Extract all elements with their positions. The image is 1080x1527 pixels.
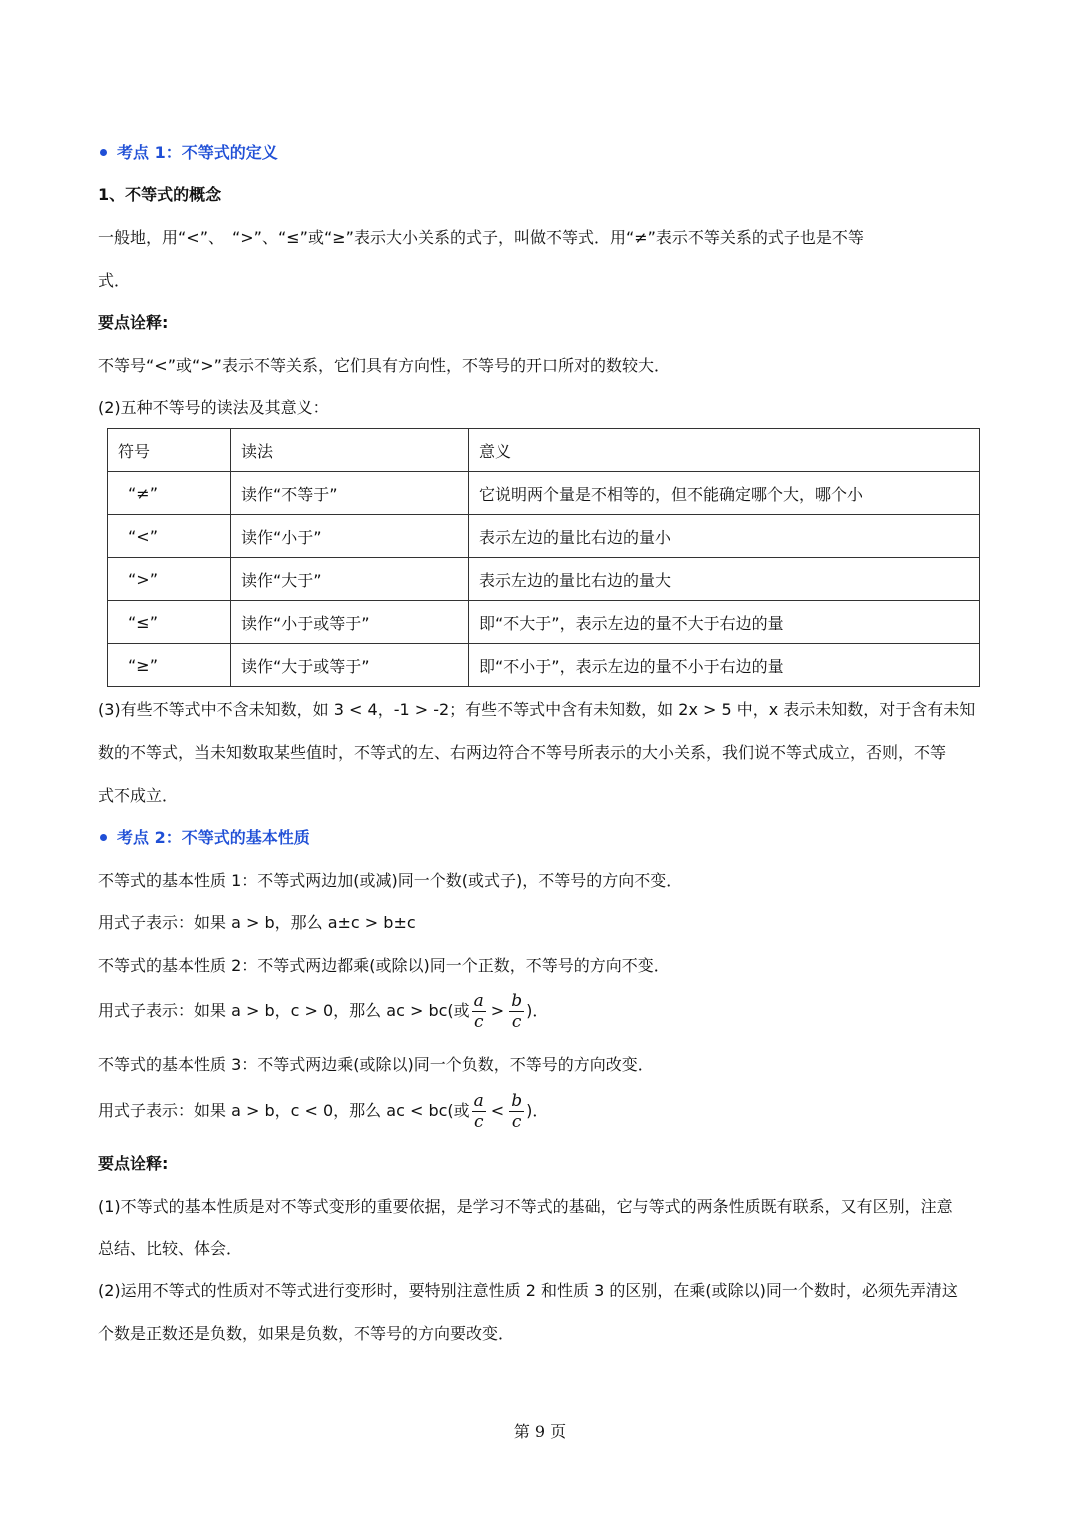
inequality-operator: < (490, 1101, 505, 1120)
property2-expression-text: 用式子表示：如果 a > b，c > 0，那么 ac > bc(或 (98, 1001, 470, 1020)
inequality-operator: > (490, 1001, 505, 1020)
property1-expression: 用式子表示：如果 a > b，那么 a±c > b±c (98, 913, 416, 932)
table-cell: 读作“小于” (231, 515, 469, 558)
section2-heading-text: 考点 2：不等式的基本性质 (117, 828, 310, 847)
table-row (108, 644, 980, 687)
table-row (108, 601, 980, 644)
table-cell: 读作“小于或等于” (231, 601, 469, 644)
para1-line2: 式． (98, 271, 131, 290)
property3: 不等式的基本性质 3：不等式两边乘(或除以)同一个负数，不等号的方向改变． (98, 1055, 654, 1074)
note-n2-line2: 个数是正数还是负数，如果是负数，不等号的方向要改变． (98, 1324, 515, 1343)
table-cell: 即“不小于”，表示左边的量不小于右边的量 (469, 644, 980, 687)
note1: 不等号“<”或“>”表示不等关系，它们具有方向性，不等号的开口所对的数较大． (98, 356, 670, 375)
fraction-a-over-c (472, 1091, 486, 1132)
table-header-cell: 读法 (231, 429, 469, 472)
note2: (2)五种不等号的读法及其意义： (98, 398, 329, 417)
note3-line3: 式不成立． (98, 786, 179, 805)
note3-line2: 数的不等式，当未知数取某些值时，不等式的左、右两边符合不等号所表示的大小关系，我们说不等式成立，否则，不等 (98, 743, 947, 762)
table-row (108, 558, 980, 601)
note3-line1: (3)有些不等式中不含未知数，如 3 < 4，-1 > -2；有些不等式中含有未知数，如 2x > 5 中，x 表示未知数，对于含有未知 (98, 700, 976, 719)
fraction-denominator: c (473, 1112, 484, 1132)
table-row (108, 515, 980, 558)
note-label-1: 要点诠释: (98, 313, 169, 332)
subheading-concept: 1、不等式的概念 (98, 185, 222, 204)
table-cell: 表示左边的量比右边的量小 (469, 515, 980, 558)
bullet-dot-icon (100, 149, 107, 156)
section2-heading (98, 828, 310, 848)
note-label-2: 要点诠释: (98, 1154, 169, 1173)
fraction-numerator: a (473, 1091, 484, 1111)
table-cell: “≠” (108, 472, 231, 515)
note-n1-line2: 总结、比较、体会． (98, 1239, 243, 1258)
fraction-numerator: b (511, 1091, 523, 1111)
bullet-dot-icon (100, 834, 107, 841)
property3-expression-text: 用式子表示：如果 a > b，c < 0，那么 ac < bc(或 (98, 1101, 470, 1120)
property2: 不等式的基本性质 2：不等式两边都乘(或除以)同一个正数，不等号的方向不变． (98, 956, 670, 975)
table-row (108, 472, 980, 515)
fraction-a-over-c (472, 991, 486, 1032)
property2-expression (98, 990, 548, 1032)
inequality-symbols-table (107, 428, 980, 687)
table-cell: 读作“不等于” (231, 472, 469, 515)
fraction-numerator: b (511, 991, 523, 1011)
page-number: 第 9 页 (513, 1422, 567, 1441)
table-cell: “≤” (108, 601, 231, 644)
expression-close: )． (526, 1101, 549, 1120)
fraction-denominator: c (511, 1112, 522, 1132)
table-cell: 它说明两个量是不相等的，但不能确定哪个大，哪个小 (469, 472, 980, 515)
table-cell: 读作“大于或等于” (231, 644, 469, 687)
property3-expression (98, 1090, 548, 1132)
table-header-cell: 意义 (469, 429, 980, 472)
fraction-b-over-c (509, 991, 524, 1032)
fraction-denominator: c (473, 1012, 484, 1032)
section1-heading-text: 考点 1：不等式的定义 (117, 143, 278, 162)
table-cell: 即“不大于”，表示左边的量不大于右边的量 (469, 601, 980, 644)
fraction-denominator: c (511, 1012, 522, 1032)
table-header-cell: 符号 (108, 429, 231, 472)
table-cell: “<” (108, 515, 231, 558)
property1: 不等式的基本性质 1：不等式两边加(或减)同一个数(或式子)，不等号的方向不变． (98, 871, 683, 890)
table-cell: 表示左边的量比右边的量大 (469, 558, 980, 601)
note-n1-line1: (1)不等式的基本性质是对不等式变形的重要依据，是学习不等式的基础，它与等式的两条性质既有联系，又有区别，注意 (98, 1197, 953, 1216)
section1-heading (98, 143, 278, 163)
table-cell: “≥” (108, 644, 231, 687)
note-n2-line1: (2)运用不等式的性质对不等式进行变形时，要特别注意性质 2 和性质 3 的区别，在乘(或除以)同一个数时，必须先弄清这 (98, 1281, 958, 1300)
table-cell: 读作“大于” (231, 558, 469, 601)
table-cell: “>” (108, 558, 231, 601)
expression-close: )． (526, 1001, 549, 1020)
para1-line1: 一般地，用“<”、 “>”、“≤”或“≥”表示大小关系的式子，叫做不等式．用“≠”表示不等关系的式子也是不等 (98, 228, 864, 247)
table-header-row (108, 429, 980, 472)
fraction-b-over-c (509, 1091, 524, 1132)
fraction-numerator: a (473, 991, 484, 1011)
